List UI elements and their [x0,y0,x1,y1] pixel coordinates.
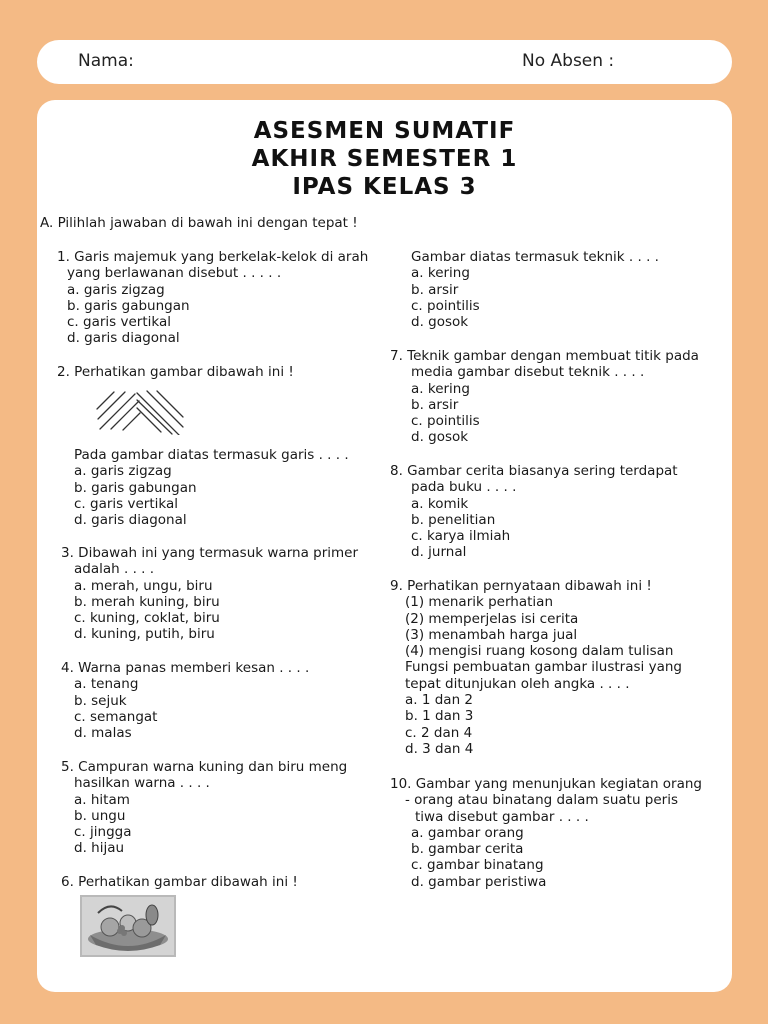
option-a: a. merah, ungu, biru [74,577,213,594]
option-c: c. semangat [74,708,158,725]
option-b: b. garis gabungan [74,479,197,496]
option-c: c. garis vertikal [67,314,171,331]
option-d: d. gosok [411,429,469,446]
option-b: b. arsir [411,396,459,413]
right-column [37,100,732,992]
option-b: b. 1 dan 3 [405,708,474,725]
question-8 [390,463,730,561]
question-10 [390,776,730,890]
name-label: Nama: [78,51,134,71]
question-text: 5. Campuran warna kuning dan biru meng [61,759,348,775]
option-d: d. gambar peristiwa [411,873,547,890]
question-text: 7. Teknik gambar dengan membuat titik pada [390,348,699,364]
option-a: a. kering [411,380,470,397]
option-d: d. gosok [411,314,469,331]
option-c: c. kuning, coklat, biru [74,610,220,627]
question-text: 3. Dibawah ini yang termasuk warna primer [61,545,359,561]
worksheet-card [37,100,732,992]
statement-4: (4) mengisi ruang kosong dalam tulisan [405,643,674,660]
option-c: c. gambar binatang [411,857,544,874]
option-c: c. jingga [74,824,132,841]
option-b: b. ungu [74,807,126,824]
option-b: b. merah kuning, biru [74,593,220,610]
question-text: 6. Perhatikan gambar dibawah ini ! [61,874,298,890]
option-c: c. karya ilmiah [411,528,511,545]
question-text: tiwa disebut gambar . . . . [415,808,589,825]
option-a: a. garis zigzag [67,281,165,298]
option-d: d. jurnal [411,544,467,561]
statement-3: (3) menambah harga jual [405,626,578,643]
question-text: tepat ditunjukan oleh angka . . . . [405,675,630,692]
question-text: yang berlawanan disebut . . . . . [67,265,282,282]
option-d: d. garis diagonal [74,512,187,529]
question-9 [390,578,730,757]
option-d: d. hijau [74,840,125,857]
question-text: 1. Garis majemuk yang berkelak-kelok di arah [57,249,369,265]
option-a: a. gambar orang [411,824,524,841]
question-6-continued [411,249,751,330]
option-a: a. 1 dan 2 [405,692,474,709]
option-a: a. komik [411,495,469,512]
question-text: Fungsi pembuatan gambar ilustrasi yang [405,659,682,676]
question-text: 2. Perhatikan gambar dibawah ini ! [57,364,294,380]
absen-label: No Absen : [522,51,615,71]
option-d: d. garis diagonal [67,330,180,347]
title-line-2: AKHIR SEMESTER 1 [251,146,518,172]
option-a: a. kering [411,265,470,282]
question-text: 8. Gambar cerita biasanya sering terdapat [390,463,678,479]
option-c: c. pointilis [411,297,480,314]
instruction: A. Pilihlah jawaban di bawah ini dengan tepat ! [40,215,358,231]
question-text: adalah . . . . [74,561,155,578]
option-d: d. malas [74,725,132,742]
title-line-3: IPAS KELAS 3 [292,174,477,200]
question-text: 10. Gambar yang menunjukan kegiatan orang [390,776,702,792]
option-a: a. hitam [74,791,130,808]
statement-2: (2) memperjelas isi cerita [405,610,579,627]
option-c: c. pointilis [411,413,480,430]
question-text: hasilkan warna . . . . [74,775,210,792]
option-c: c. 2 dan 4 [405,724,473,741]
question-text: 4. Warna panas memberi kesan . . . . [61,660,310,676]
option-b: b. penelitian [411,511,496,528]
question-7 [390,348,730,446]
student-info-bar [37,40,732,84]
question-text: Gambar diatas termasuk teknik . . . . [411,249,659,265]
question-text: media gambar disebut teknik . . . . [411,364,645,381]
option-c: c. garis vertikal [74,495,178,512]
option-a: a. tenang [74,676,139,693]
option-d: d. 3 dan 4 [405,740,474,757]
option-d: d. kuning, putih, biru [74,626,215,643]
question-text: 9. Perhatikan pernyataan dibawah ini ! [390,578,652,594]
question-text: pada buku . . . . [411,479,517,496]
title-line-1: ASESMEN SUMATIF [253,118,516,144]
option-a: a. garis zigzag [74,463,172,480]
option-b: b. garis gabungan [67,297,190,314]
question-text: Pada gambar diatas termasuk garis . . . . [74,447,349,463]
question-text: - orang atau binatang dalam suatu peris [405,792,678,809]
option-b: b. gambar cerita [411,841,524,858]
option-b: b. arsir [411,281,459,298]
option-b: b. sejuk [74,692,127,709]
statement-1: (1) menarik perhatian [405,594,553,611]
